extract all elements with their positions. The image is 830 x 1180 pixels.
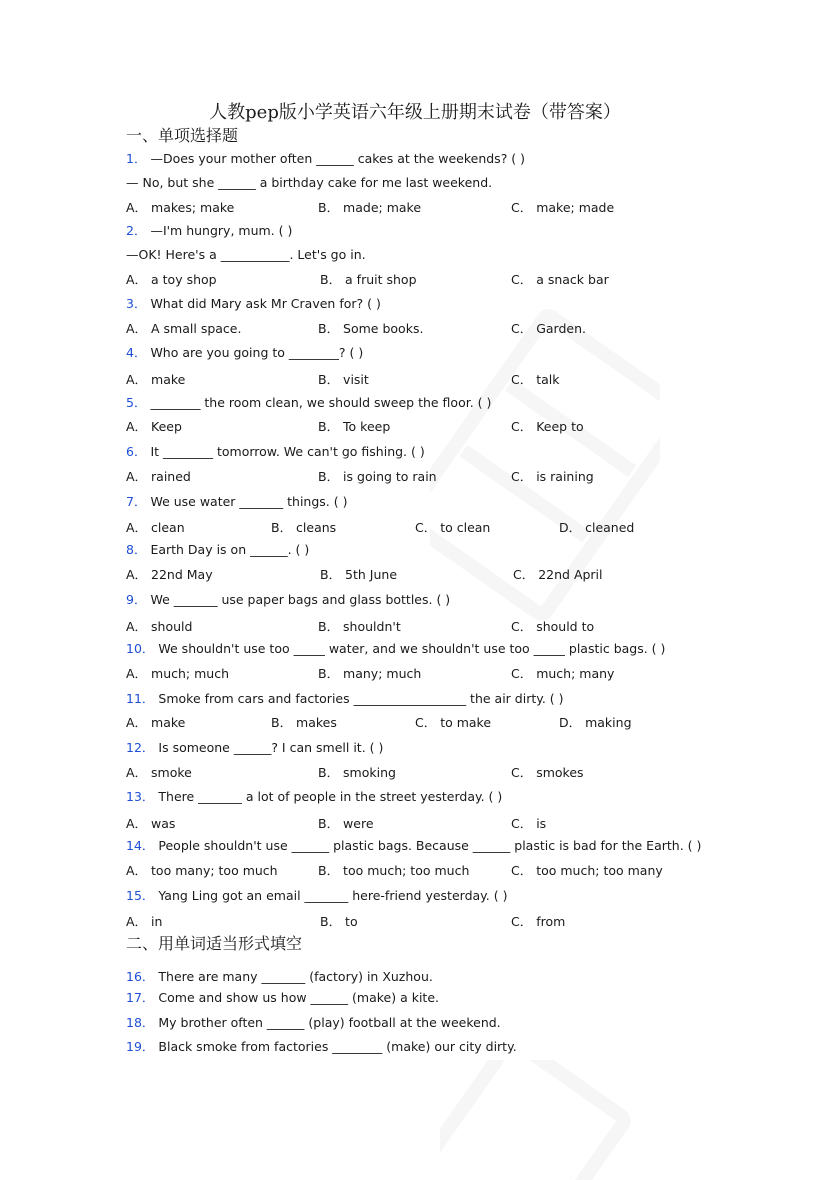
option-c[interactable]: C． talk — [511, 372, 560, 387]
option-a[interactable]: A． too many; too much — [126, 863, 278, 878]
question-10: 10． We shouldn't use too _____ water, and we shouldn't use too _____ plastic bags. ( ) — [126, 641, 666, 656]
option-a[interactable]: A． a toy shop — [126, 272, 217, 287]
question-9: 9． We _______ use paper bags and glass bottles. ( ) — [126, 592, 451, 607]
question-2-line-2: —OK! Here's a ___________. Let's go in. — [126, 247, 366, 262]
section-heading-fill: 二、用单词适当形式填空 — [126, 934, 303, 953]
question-7: 7． We use water _______ things. ( ) — [126, 494, 348, 509]
question-3: 3． What did Mary ask Mr Craven for? ( ) — [126, 296, 381, 311]
question-13: 13． There _______ a lot of people in the street yesterday. ( ) — [126, 789, 503, 804]
option-b[interactable]: B． made; make — [318, 200, 422, 215]
option-a[interactable]: A． Keep — [126, 419, 182, 434]
question-6: 6． It ________ tomorrow. We can't go fishing. ( ) — [126, 444, 425, 459]
option-a[interactable]: A． should — [126, 619, 193, 634]
option-c[interactable]: C． make; made — [511, 200, 615, 215]
question-8: 8． Earth Day is on ______. ( ) — [126, 542, 310, 557]
option-d[interactable]: D． cleaned — [559, 520, 635, 535]
option-b[interactable]: B． smoking — [318, 765, 396, 780]
option-b[interactable]: B． many; much — [318, 666, 422, 681]
option-c[interactable]: C． is — [511, 816, 547, 831]
option-c[interactable]: C． 22nd April — [513, 567, 603, 582]
option-b[interactable]: B． To keep — [318, 419, 391, 434]
option-c[interactable]: C． to clean — [415, 520, 491, 535]
option-b[interactable]: B． is going to rain — [318, 469, 437, 484]
option-a[interactable]: A． rained — [126, 469, 191, 484]
question-16: 16． There are many _______ (factory) in Xuzhou. — [126, 969, 433, 984]
option-b[interactable]: B． visit — [318, 372, 369, 387]
option-c[interactable]: C． should to — [511, 619, 595, 634]
question-11: 11． Smoke from cars and factories __________________ the air dirty. ( ) — [126, 691, 564, 706]
option-c[interactable]: C． much; many — [511, 666, 615, 681]
option-b[interactable]: B． cleans — [271, 520, 337, 535]
question-1-line-2: — No, but she ______ a birthday cake for me last weekend. — [126, 175, 493, 190]
option-b[interactable]: B． too much; too much — [318, 863, 470, 878]
option-c[interactable]: C． Keep to — [511, 419, 584, 434]
question-15: 15． Yang Ling got an email _______ here-friend yesterday. ( ) — [126, 888, 508, 903]
option-c[interactable]: C． from — [511, 914, 566, 929]
option-c[interactable]: C． smokes — [511, 765, 584, 780]
option-c[interactable]: C． is raining — [511, 469, 594, 484]
question-19: 19． Black smoke from factories ________ (make) our city dirty. — [126, 1039, 517, 1054]
option-a[interactable]: A． clean — [126, 520, 185, 535]
option-c[interactable]: C． Garden. — [511, 321, 586, 336]
option-c[interactable]: C． too much; too many — [511, 863, 663, 878]
option-a[interactable]: A． much; much — [126, 666, 229, 681]
question-5: 5． ________ the room clean, we should sweep the floor. ( ) — [126, 395, 492, 410]
option-a[interactable]: A． in — [126, 914, 163, 929]
question-18: 18． My brother often ______ (play) football at the weekend. — [126, 1015, 501, 1030]
question-17: 17． Come and show us how ______ (make) a kite. — [126, 990, 439, 1005]
option-b[interactable]: B． 5th June — [320, 567, 398, 582]
question-2: 2． —I'm hungry, mum. ( ) — [126, 223, 293, 238]
option-b[interactable]: B． makes — [271, 715, 337, 730]
option-c[interactable]: C． a snack bar — [511, 272, 609, 287]
option-b[interactable]: B． were — [318, 816, 374, 831]
option-a[interactable]: A． was — [126, 816, 176, 831]
option-a[interactable]: A． 22nd May — [126, 567, 213, 582]
question-12: 12． Is someone ______? I can smell it. ( ) — [126, 740, 384, 755]
option-a[interactable]: A． make — [126, 715, 186, 730]
option-a[interactable]: A． smoke — [126, 765, 192, 780]
watermark-logo-bottom — [440, 1060, 640, 1180]
question-14: 14． People shouldn't use ______ plastic bags. Because ______ plastic is bad for the Earth. ( ) — [126, 838, 702, 853]
option-b[interactable]: B． Some books. — [318, 321, 424, 336]
question-4: 4． Who are you going to ________? ( ) — [126, 345, 364, 360]
question-1: 1． —Does your mother often ______ cakes at the weekends? ( ) — [126, 151, 526, 166]
option-b[interactable]: B． shouldn't — [318, 619, 401, 634]
section-heading-mcq: 一、单项选择题 — [126, 126, 239, 145]
page-title: 人教pep版小学英语六年级上册期末试卷（带答案） — [209, 102, 621, 123]
option-d[interactable]: D． making — [559, 715, 632, 730]
option-c[interactable]: C． to make — [415, 715, 492, 730]
option-a[interactable]: A． makes; make — [126, 200, 235, 215]
option-a[interactable]: A． A small space. — [126, 321, 242, 336]
option-b[interactable]: B． to — [320, 914, 358, 929]
option-b[interactable]: B． a fruit shop — [320, 272, 417, 287]
option-a[interactable]: A． make — [126, 372, 186, 387]
